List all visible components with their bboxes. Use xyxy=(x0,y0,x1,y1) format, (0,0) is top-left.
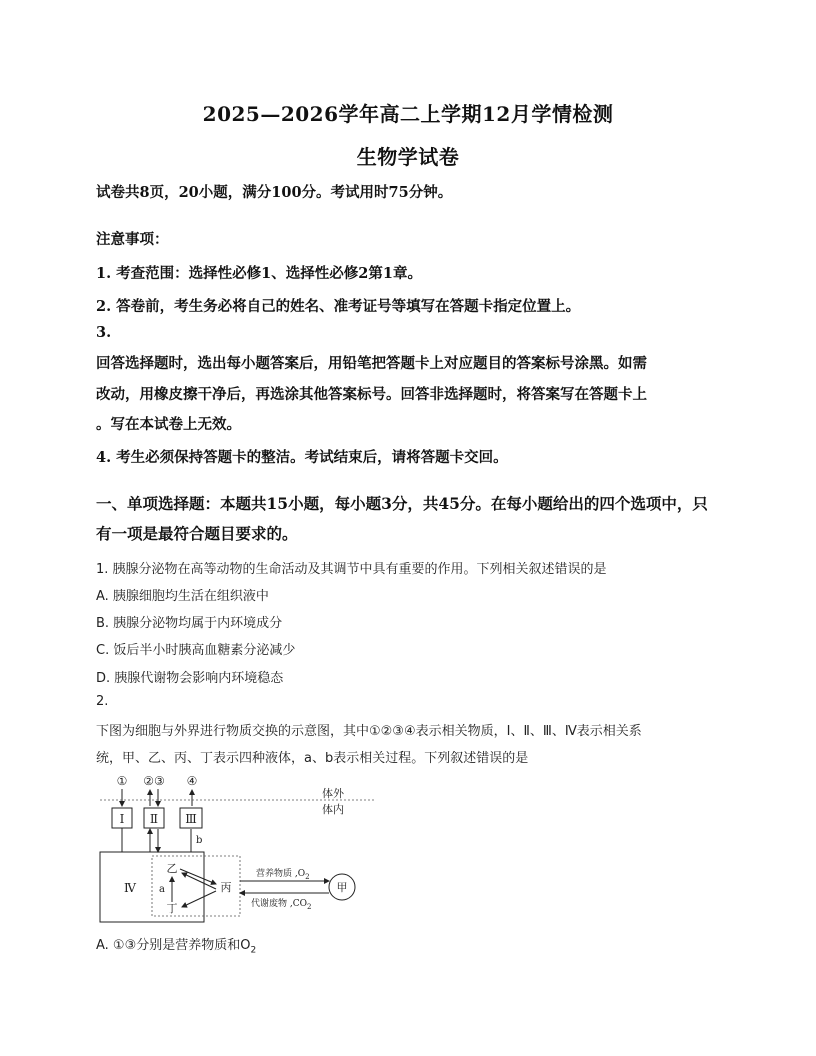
label-inside: 体内 xyxy=(322,803,344,816)
question-1-option: D. 胰腺代谢物会影响内环境稳态 xyxy=(96,671,284,686)
question-1-stem: 1. 胰腺分泌物在高等动物的生命活动及其调节中具有重要的作用。下列相关叙述错误的是 xyxy=(96,562,607,577)
label-system-3: Ⅲ xyxy=(185,812,197,826)
label-system-1: Ⅰ xyxy=(119,812,125,826)
question-2-stem-cont: 统，甲、乙、丙、丁表示四种液体，a、b表示相关过程。下列叙述错误的是 xyxy=(96,751,529,766)
label-fluid-ding: 丁 xyxy=(166,902,178,915)
label-system-4: Ⅳ xyxy=(124,881,136,895)
arrow-yi-to-bing xyxy=(180,869,216,884)
note-item: 回答选择题时，选出每小题答案后，用铅笔把答题卡上对应题目的答案标号涂黑。如需 xyxy=(96,355,647,372)
label-material-1: ① xyxy=(116,774,128,788)
exam-info: 试卷共8页，20小题，满分100分。考试用时75分钟。 xyxy=(96,184,453,201)
question-2-option-a: A. ①③分别是营养物质和$O_2$ xyxy=(96,938,257,956)
note-item: 1. 考查范围：选择性必修1、选择性必修2第1章。 xyxy=(96,265,422,282)
label-fluid-yi: 乙 xyxy=(166,862,178,875)
arrow-bing-to-ding xyxy=(182,891,216,907)
note-item: 2. 答卷前，考生务必将自己的姓名、准考证号等填写在答题卡指定位置上。 xyxy=(96,298,581,315)
label-outside: 体外 xyxy=(322,787,344,800)
note-item: 。写在本试卷上无效。 xyxy=(96,416,241,433)
label-material-23: ②③ xyxy=(143,774,165,788)
label-waste: 代谢废物 $,CO_2$ xyxy=(251,899,312,911)
question-1-option: A. 胰腺细胞均生活在组织液中 xyxy=(96,589,269,604)
question-1-option: C. 饭后半小时胰高血糖素分泌减少 xyxy=(96,643,296,658)
question-2-stem: 下图为细胞与外界进行物质交换的示意图，其中①②③④表示相关物质，Ⅰ、Ⅱ、Ⅲ、Ⅳ表示相关系 xyxy=(96,724,642,739)
arrow-bing-to-yi xyxy=(182,873,216,889)
section-heading-cont: 有一项是最符合题目要求的。 xyxy=(96,524,298,543)
question-1-option: B. 胰腺分泌物均属于内环境成分 xyxy=(96,616,283,631)
label-nutrients: 营养物质 $,O_2$ xyxy=(256,869,310,881)
label-fluid-bing: 丙 xyxy=(220,881,232,894)
label-material-4: ④ xyxy=(186,774,198,788)
note-item: 改动，用橡皮擦干净后，再选涂其他答案标号。回答非选择题时，将答案写在答题卡上 xyxy=(96,386,647,403)
label-process-b: b xyxy=(196,835,203,846)
note-item: 4. 考生必须保持答题卡的整洁。考试结束后，请将答题卡交回。 xyxy=(96,449,508,466)
page-title: 2025—2026学年高二上学期12月学情检测 xyxy=(202,102,614,126)
notes-heading: 注意事项： xyxy=(96,231,169,248)
exchange-diagram xyxy=(96,770,396,930)
label-cell-jia: 甲 xyxy=(336,881,348,894)
question-2-number: 2. xyxy=(96,694,109,709)
section-heading: 一、单项选择题：本题共15小题，每小题3分，共45分。在每小题给出的四个选项中，只 xyxy=(96,494,708,513)
note-item: 3. xyxy=(96,324,112,341)
page-subtitle: 生物学试卷 xyxy=(356,145,460,169)
label-process-a: a xyxy=(159,884,165,895)
label-system-2: Ⅱ xyxy=(149,812,159,826)
